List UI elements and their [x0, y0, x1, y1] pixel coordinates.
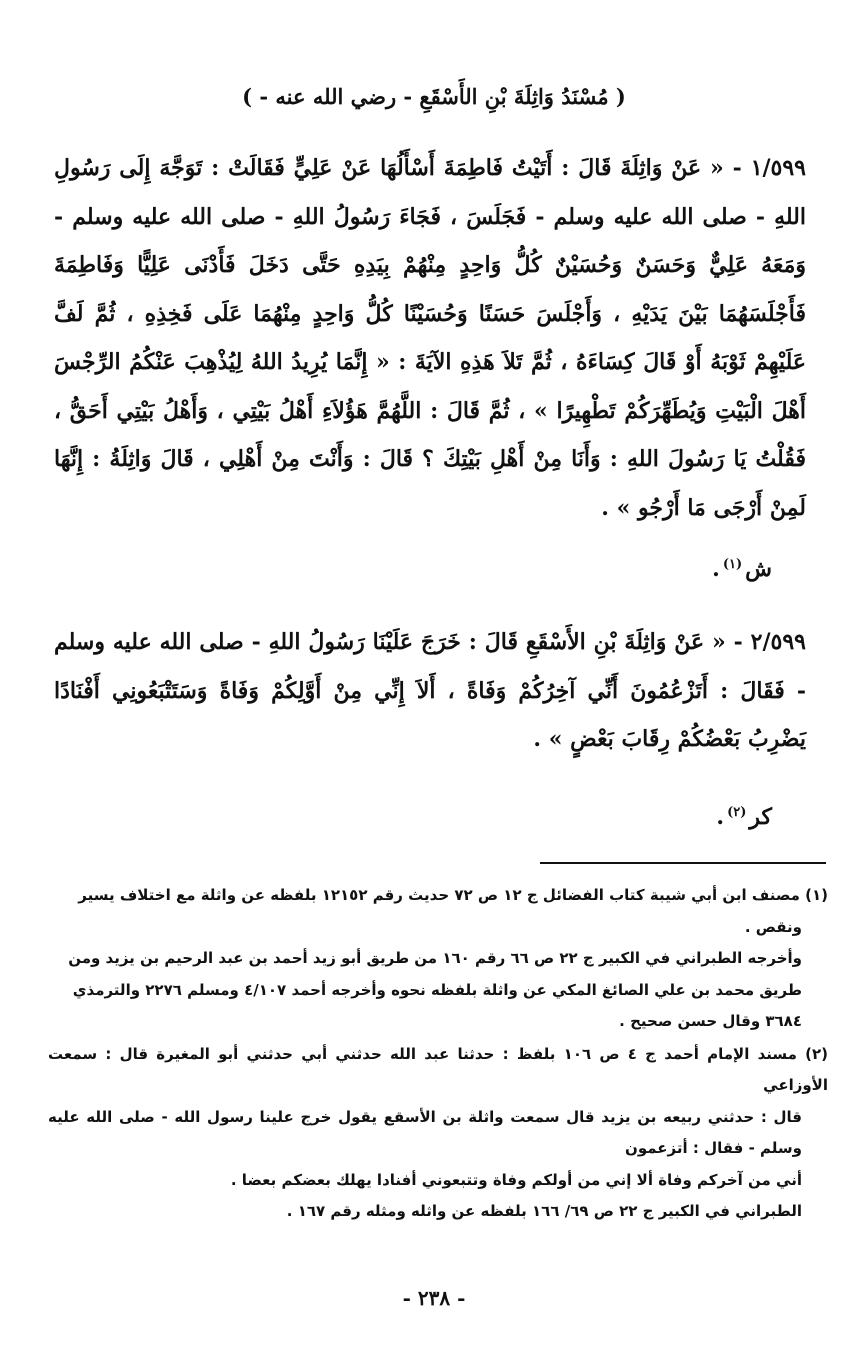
hadith-number-2: ٢/٥٩٩: [750, 629, 806, 655]
source-reference-2: [716, 804, 772, 830]
footnote-1-line-3: وأخرجه الطبراني في الكبير ج ٢٢ ص ٦٦ رقم ١٦٠ من طريق أبو زيد أحمد بن عبد الرحيم بن يزيد ومن: [68, 949, 802, 967]
footnote-2-line-2: قال : حدثني ربيعه بن يزيد قال سمعت واثلة بن الأسقع يقول خرج علينا رسول الله - صلى الله عليه وسلم - فقال : أتزعمون: [48, 1107, 802, 1157]
source-label-2: كر: [749, 804, 772, 830]
page-number: - ٢٣٨ -: [402, 1286, 466, 1310]
hadith-text-2: - « عَنْ وَاثِلَةَ بْنِ الأَسْقَعِ قَالَ : خَرَجَ عَلَيْنَا رَسُولُ اللهِ - صلى الله عليه وسلم - فَقَالَ : أَتَزْعُمُونَ أَنِّي آخِرُكُمْ وَفَاةً ، أَلاَ إِنِّي مِنْ أَوَّلِكُمْ وَفَاةً وَسَتَتْبَعُونِي أَفْنَادًا يَضْرِبُ بَعْضُكُمْ رِقَابَ بَعْضٍ » .: [54, 629, 806, 752]
footnote-1-line-2: ونقص .: [744, 917, 802, 936]
hadith-paragraph-2: [54, 618, 806, 764]
hadith-paragraph-1: [54, 144, 806, 532]
footnote-2-line-1: (٢) مسند الإمام أحمد ج ٤ ص ١٠٦ بلفظ : حدثنا عبد الله حدثني أبي حدثني أبو المغيرة قال : سمعت الأوزاعي: [48, 1044, 829, 1094]
footnote-1-line-5: ٣٦٨٤ وقال حسن صحيح .: [619, 1012, 802, 1030]
footnote-2-line-4: الطبراني في الكبير ج ٢٢ ص ٦٩/ ١٦٦ بلفظه عن واثله ومثله رقم ١٦٧ .: [286, 1202, 802, 1220]
footnote-2-line-3: أني من آخركم وفاة ألا إني من أولكم وفاة وتتبعوني أفنادا يهلك بعضكم بعضا .: [230, 1170, 802, 1189]
footnote-ref-2[interactable]: (٢): [727, 804, 747, 820]
source-reference-1: [712, 556, 772, 582]
footnote-1-line-4: طريق محمد بن علي الصائغ المكي عن واثلة بلفظه نحوه وأخرجه أحمد ٤/١٠٧ ومسلم ٢٢٧٦ والترمذي: [72, 980, 802, 999]
footnote-1-line-1: (١) مصنف ابن أبي شيبة كتاب الفضائل ج ١٢ ص ٧٢ حديث رقم ١٢١٥٢ بلفظه عن واثلة مع اختلاف يسير: [78, 886, 828, 904]
footnote-ref-1[interactable]: (١): [722, 556, 743, 572]
page-title: ( مُسْنَدُ وَاثِلَةَ بْنِ الأَسْقَعِ - رضي الله عنه - ): [242, 84, 626, 109]
footnote-divider: [540, 862, 826, 864]
source-end-2: .: [716, 804, 725, 830]
hadith-text-1: - « عَنْ وَاثِلَةَ قَالَ : أَتَيْتُ فَاطِمَةَ أَسْأَلُهَا عَنْ عَلِيٍّ فَقَالَتْ : تَوَجَّهَ إِلَى رَسُولِ اللهِ - صلى الله عليه وسلم - فَجَلَسَ ، فَجَاءَ رَسُولُ اللهِ - صلى الله عليه وسلم - وَمَعَهُ عَلِيٌّ وَحَسَنٌ وَحُسَيْنٌ كُلُّ وَاحِدٍ مِنْهُمْ بِيَدِهِ حَتَّى دَخَلَ فَأَدْنَى عَلِيًّا وَفَاطِمَةَ فَأَجْلَسَهُمَا بَيْنَ يَدَيْهِ ، وَأَجْلَسَ حَسَنًا وَحُسَيْنًا كُلُّ وَاحِدٍ مِنْهُمَا عَلَى فَخِذِهِ ، ثُمَّ لَفَّ عَلَيْهِمْ ثَوْبَهُ أَوْ قَالَ كِسَاءَهُ ، ثُمَّ تَلاَ هَذِهِ الآيَةَ : « إِنَّمَا يُرِيدُ اللهُ لِيُذْهِبَ عَنْكُمُ الرِّجْسَ أَهْلَ الْبَيْتِ وَيُطَهِّرَكُمْ تَطْهِيرًا » ، ثُمَّ قَالَ : اللَّهُمَّ هَؤُلاَءِ أَهْلُ بَيْتِي ، وَأَهْلُ بَيْتِي أَحَقُّ ، فَقُلْتُ يَا رَسُولَ اللهِ : وَأَنَا مِنْ أَهْلِ بَيْتِكَ ؟ قَالَ : وَأَنْتَ مِنْ أَهْلِي ، قَالَ وَاثِلَةُ : إِنَّهَا لَمِنْ أَرْجَى مَا أَرْجُو » .: [54, 155, 806, 521]
source-end-1: .: [712, 556, 720, 582]
hadith-number-1: ١/٥٩٩: [750, 155, 806, 181]
source-label-1: ش: [745, 556, 772, 582]
footnotes-section: [48, 880, 828, 1228]
